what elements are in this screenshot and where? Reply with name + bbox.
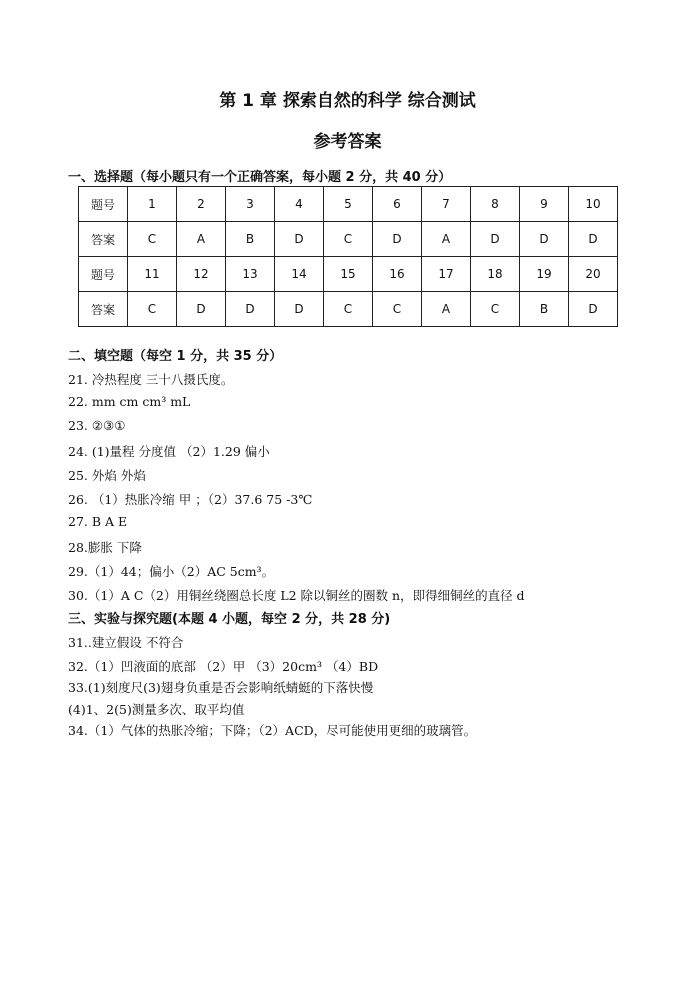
page-subtitle: 参考答案	[313, 132, 382, 152]
table-cell: D	[569, 292, 618, 327]
table-cell: D	[177, 292, 226, 327]
table-row	[79, 187, 618, 222]
table-cell: A	[422, 222, 471, 257]
table-cell: 8	[471, 187, 520, 222]
table-cell: 3	[226, 187, 275, 222]
table-cell: D	[569, 222, 618, 257]
table-cell: C	[471, 292, 520, 327]
table-cell: D	[471, 222, 520, 257]
answer-line: 28.膨胀 下降	[68, 540, 142, 555]
answer-line: (4)1、2(5)测量多次、取平均值	[68, 702, 245, 717]
table-cell: B	[520, 292, 569, 327]
row-header-cell: 答案	[79, 292, 128, 327]
table-cell: 19	[520, 257, 569, 292]
table-cell: D	[275, 292, 324, 327]
answer-table	[78, 186, 618, 327]
table-cell: 18	[471, 257, 520, 292]
table-cell: 10	[569, 187, 618, 222]
table-cell: 4	[275, 187, 324, 222]
table-cell: 15	[324, 257, 373, 292]
table-cell: 14	[275, 257, 324, 292]
answer-line: 24. (1)量程 分度值 （2）1.29 偏小	[68, 444, 270, 459]
table-cell: A	[177, 222, 226, 257]
answer-line: 32.（1）凹液面的底部 （2）甲 （3）20cm³ （4）BD	[68, 659, 379, 674]
section3-heading: 三、实验与探究题(本题 4 小题，每空 2 分，共 28 分)	[68, 612, 391, 627]
answer-line: 23. ②③①	[68, 418, 126, 433]
answer-line: 27. B A E	[68, 514, 128, 529]
table-cell: 1	[128, 187, 177, 222]
section1-heading: 一、选择题（每小题只有一个正确答案，每小题 2 分，共 40 分）	[68, 170, 452, 185]
answer-line: 22. mm cm cm³ mL	[68, 394, 191, 409]
table-cell: D	[226, 292, 275, 327]
table-cell: 16	[373, 257, 422, 292]
table-cell: 11	[128, 257, 177, 292]
table-cell: D	[520, 222, 569, 257]
table-cell: D	[275, 222, 324, 257]
table-cell: B	[226, 222, 275, 257]
table-cell: C	[128, 292, 177, 327]
table-cell: 20	[569, 257, 618, 292]
answer-line: 30.（1）A C（2）用铜丝绕圈总长度 L2 除以铜丝的圈数 n，即得细铜丝的直径 d	[68, 588, 525, 603]
table-cell: C	[324, 222, 373, 257]
table-row	[79, 292, 618, 327]
table-cell: 2	[177, 187, 226, 222]
row-header-cell: 题号	[79, 187, 128, 222]
table-row	[79, 222, 618, 257]
section2-heading: 二、填空题（每空 1 分，共 35 分）	[68, 349, 283, 364]
table-cell: 12	[177, 257, 226, 292]
table-cell: 17	[422, 257, 471, 292]
page-title: 第 1 章 探索自然的科学 综合测试	[219, 91, 476, 111]
table-cell: A	[422, 292, 471, 327]
table-cell: 5	[324, 187, 373, 222]
table-row	[79, 257, 618, 292]
table-cell: C	[324, 292, 373, 327]
answer-line: 21. 冷热程度 三十八摄氏度。	[68, 372, 234, 387]
row-header-cell: 题号	[79, 257, 128, 292]
answer-line: 34.（1）气体的热胀冷缩；下降；（2）ACD，尽可能使用更细的玻璃管。	[68, 723, 477, 738]
answer-line: 33.(1)刻度尺(3)翅身负重是否会影响纸蜻蜓的下落快慢	[68, 680, 374, 695]
table-cell: 9	[520, 187, 569, 222]
answer-line: 25. 外焰 外焰	[68, 468, 146, 483]
table-cell: 6	[373, 187, 422, 222]
table-cell: 7	[422, 187, 471, 222]
table-cell: C	[373, 292, 422, 327]
table-cell: D	[373, 222, 422, 257]
table-cell: C	[128, 222, 177, 257]
answer-line: 31..建立假设 不符合	[68, 635, 184, 650]
answer-line: 29.（1）44；偏小（2）AC 5cm³。	[68, 564, 275, 579]
answer-line: 26. （1）热胀冷缩 甲 ；（2）37.6 75 -3℃	[68, 492, 313, 507]
table-cell: 13	[226, 257, 275, 292]
row-header-cell: 答案	[79, 222, 128, 257]
